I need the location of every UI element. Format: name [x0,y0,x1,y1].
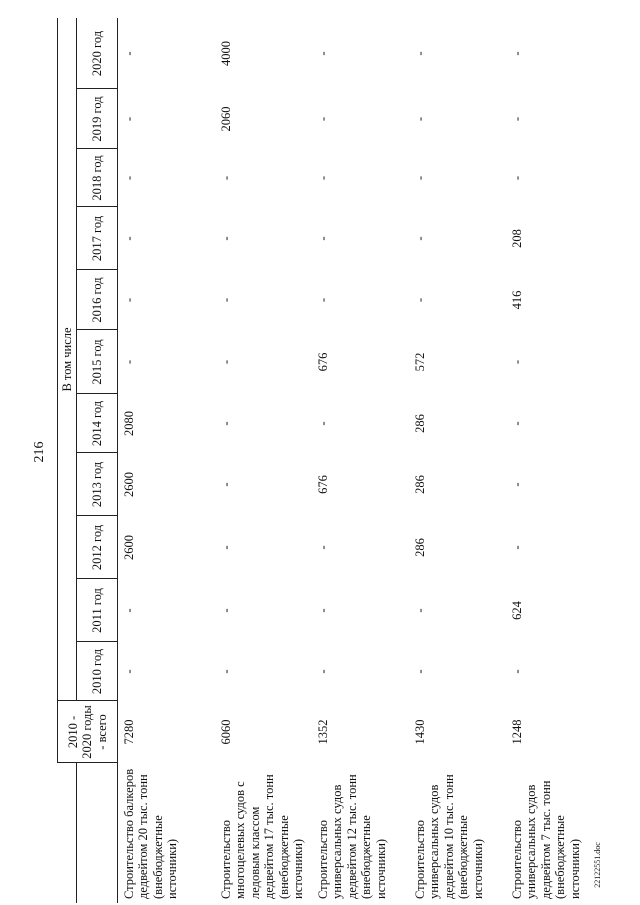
row-total: 1430 [413,719,427,745]
year-value-cell: - [219,669,233,674]
year-value-cell: - [413,51,427,56]
year-value-cell: - [510,669,524,674]
year-value-cell: - [219,359,233,365]
year-value-cell: - [413,236,427,241]
year-header-2016: 2016 год [77,270,118,330]
document-filename: 22122551.doc [593,842,602,888]
row-total: 1352 [316,719,330,745]
year-value-cell: - [510,545,524,550]
in-that-number-header: В том числе [58,18,77,701]
row-description: Строительство балкеров дедвейтом 20 тыс. тонн (внебюджетные источники) [122,768,180,899]
table-stage [57,18,617,903]
year-value-cell: - [122,608,136,613]
table-row [312,18,409,903]
year-value-cell: 2060 [219,106,233,132]
year-value-cell: - [219,297,233,303]
year-value-cell: - [219,608,233,613]
row-description: Строительство универсальных судов дедвейтом 12 тыс. тонн (внебюджетные источники) [316,774,388,899]
year-value-cell: - [316,421,330,426]
year-value-cell: - [510,421,524,426]
year-value-cell: - [219,482,233,487]
year-value-cell: - [219,545,233,550]
year-value-cell: - [316,608,330,613]
year-value-cell: - [219,236,233,241]
year-header-2011: 2011 год [77,579,118,642]
year-header-2018: 2018 год [77,149,118,207]
year-value-cell: 624 [510,601,524,620]
year-header-2013: 2013 год [77,453,118,516]
row-description: Строительство универсальных судов дедвейтом 10 тыс. тонн (внебюджетные источники) [413,774,485,899]
year-value-cell: - [219,421,233,426]
row-description: Строительство универсальных судов дедвейтом 7 тыс. тонн (внебюджетные источники) [510,780,582,899]
year-header-2020: 2020 год [77,18,118,89]
year-value-cell: - [413,669,427,674]
year-value-cell: - [316,51,330,56]
total-column-header: 2010 - 2020 годы - всего [58,701,118,763]
header-corner-cell-lower [77,763,118,903]
table-row [506,18,603,903]
year-value-cell: 572 [413,352,427,372]
year-value-cell: - [316,545,330,550]
year-value-cell: - [510,482,524,487]
year-value-cell: - [122,236,136,241]
year-value-cell: - [510,116,524,122]
row-total: 7280 [122,719,136,745]
year-value-cell: - [122,669,136,674]
year-value-cell: 2600 [122,472,136,497]
page-number: 216 [32,441,47,463]
year-value-cell: - [122,359,136,365]
year-value-cell: - [413,297,427,303]
year-value-cell: - [316,175,330,181]
year-header-2014: 2014 год [77,394,118,453]
header-row-top [58,18,77,903]
rotated-table-container [57,18,617,903]
year-value-cell: 286 [413,414,427,433]
year-value-cell: - [316,236,330,241]
year-value-cell: - [316,297,330,303]
year-value-cell: 286 [413,475,427,494]
table-body [118,18,604,903]
year-value-cell: 286 [413,538,427,557]
header-row-years [77,18,118,903]
header-corner-cell [58,763,77,903]
year-value-cell: - [510,51,524,56]
year-value-cell: - [122,51,136,56]
year-value-cell: - [316,116,330,122]
table-row [215,18,312,903]
year-value-cell: - [413,608,427,613]
year-header-2015: 2015 год [77,330,118,394]
year-value-cell: - [122,116,136,122]
year-value-cell: - [413,175,427,181]
year-value-cell: - [219,175,233,181]
table-row [409,18,506,903]
year-value-cell: 416 [510,290,524,310]
budget-table [57,18,603,903]
year-value-cell: - [510,359,524,365]
year-value-cell: - [122,175,136,181]
year-value-cell: 2080 [122,411,136,436]
year-value-cell: 208 [510,229,524,248]
year-value-cell: - [413,116,427,122]
year-value-cell: 676 [316,475,330,494]
row-total: 6060 [219,719,233,745]
year-header-2019: 2019 год [77,89,118,149]
year-value-cell: 676 [316,352,330,372]
year-header-2012: 2012 год [77,516,118,579]
year-header-2010: 2010 год [77,642,118,701]
year-value-cell: - [510,175,524,181]
year-value-cell: 4000 [219,40,233,66]
row-description: Строительство многоцелевых судов с ледовым классом дедвейтом 17 тыс. тонн (внебюджетные источники) [219,774,305,899]
year-value-cell: - [122,297,136,303]
row-total: 1248 [510,719,524,745]
year-value-cell: - [316,669,330,674]
year-value-cell: 2600 [122,535,136,560]
table-row [118,18,216,903]
year-header-2017: 2017 год [77,207,118,270]
